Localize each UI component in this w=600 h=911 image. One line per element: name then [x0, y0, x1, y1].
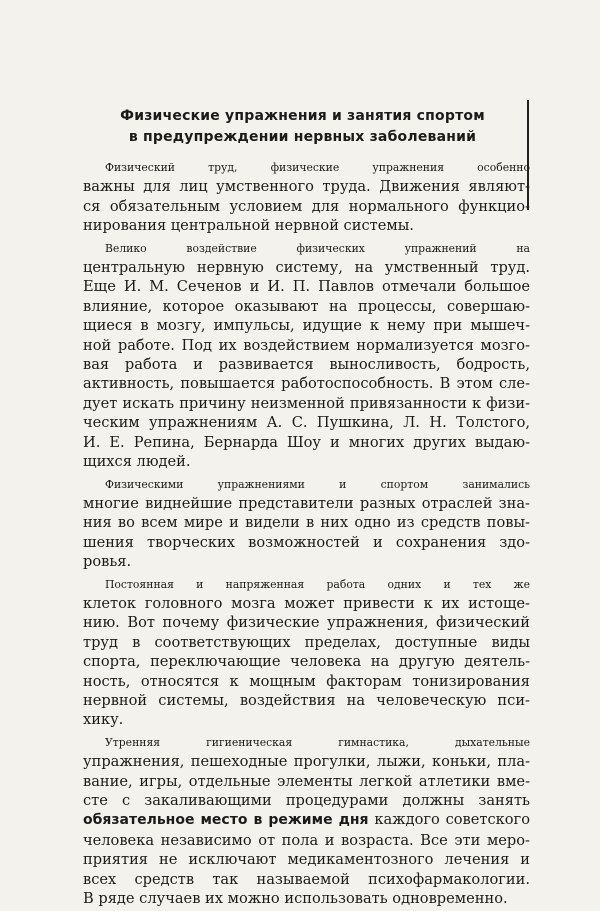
paragraph-4 — [83, 575, 530, 730]
text-line-with-emphasis — [83, 810, 530, 830]
text-line: важны для лиц умственного труда. Движения являют- — [83, 178, 530, 196]
heading-line-2: в предупреждении нервных заболеваний — [128, 129, 477, 145]
body-text — [83, 158, 530, 911]
text-line: клеток головного мозга может привести к их истоще- — [83, 594, 530, 612]
text-line: упражнения, пешеходные прогулки, лыжи, коньки, пла- — [83, 753, 530, 771]
text-line: вание, игры, отдельные элементы легкой атлетики вме- — [83, 772, 530, 790]
text-line: хику. — [83, 711, 124, 729]
text-line: шения творческих возможностей и сохранения здо- — [83, 533, 530, 551]
text-line: ся обязательным условием для нормального функцио- — [83, 197, 530, 215]
text-line: сте с закаливающими процедурами должны занять — [83, 792, 530, 809]
text-line: дует искать причину неизменной привязанности к физи- — [83, 394, 530, 412]
paragraph-2 — [83, 239, 530, 472]
text-line: щихся людей. — [83, 453, 191, 471]
text-fragment: каждого советского — [368, 811, 530, 829]
text-line: Велико воздействие физических упражнений на — [105, 241, 530, 255]
section-heading — [80, 106, 525, 148]
text-line: щиеся в мозгу, импульсы, идущие к нему при мышеч- — [83, 317, 530, 335]
text-line: всех средств так называемой психофармакологии. — [83, 870, 530, 888]
text-line: ной работе. Под их воздействием нормализуется мозго- — [83, 336, 530, 354]
text-line: В ряде случаев их можно использовать одновременно. — [83, 890, 508, 908]
text-line: нервной системы, воздействия на человеческую пси- — [83, 691, 530, 709]
text-line: И. Е. Репина, Бернарда Шоу и многих других выдаю- — [83, 433, 530, 451]
text-line: труд в соответствующих пределах, доступные виды — [83, 633, 530, 651]
text-line: вая работа и развивается выносливость, бодрость, — [83, 356, 530, 374]
text-line: Физическими упражнениями и спортом занимались — [105, 477, 530, 491]
text-line: спорта, переключающие человека на другую деятель- — [83, 653, 530, 671]
text-line: ность, относятся к мощным факторам тонизирования — [83, 672, 530, 690]
paragraph-3 — [83, 475, 530, 572]
text-line: влияние, которое оказывают на процессы, совершаю- — [83, 297, 530, 315]
paragraph-1 — [83, 158, 530, 236]
heading-line-1: Физические упражнения и занятия спортом — [120, 108, 485, 124]
emphasized-phrase: обязательное место в режиме дня — [83, 812, 369, 829]
text-line: приятия не исключают медикаментозного лечения и — [83, 851, 530, 869]
text-line: Постоянная и напряженная работа одних и тех же — [105, 577, 530, 591]
text-line: человека независимо от пола и возраста. Все эти меро- — [83, 831, 530, 849]
text-line: ния во всем мире и видели в них одно из средств повы- — [83, 514, 530, 532]
text-line: активность, повышается работоспособность. В этом сле- — [83, 375, 530, 393]
text-line: Физический труд, физические упражнения особенно — [105, 161, 530, 174]
text-line: ровья. — [83, 553, 132, 571]
text-line: Утренняя гигиеническая гимнастика, дыхательные — [105, 735, 530, 749]
paragraph-5 — [83, 733, 530, 909]
text-line: центральную нервную систему, на умственный труд. — [83, 259, 530, 277]
text-line: нию. Вот почему физические упражнения, физический — [83, 614, 530, 632]
text-line: ческим упражнениям А. С. Пушкина, Л. Н. Толстого, — [83, 414, 530, 432]
text-line: многие виднейшие представители разных отраслей зна- — [83, 494, 530, 512]
text-line: нирования центральной нервной системы. — [83, 217, 414, 235]
text-line: Еще И. М. Сеченов и И. П. Павлов отмечали большое — [83, 278, 530, 296]
